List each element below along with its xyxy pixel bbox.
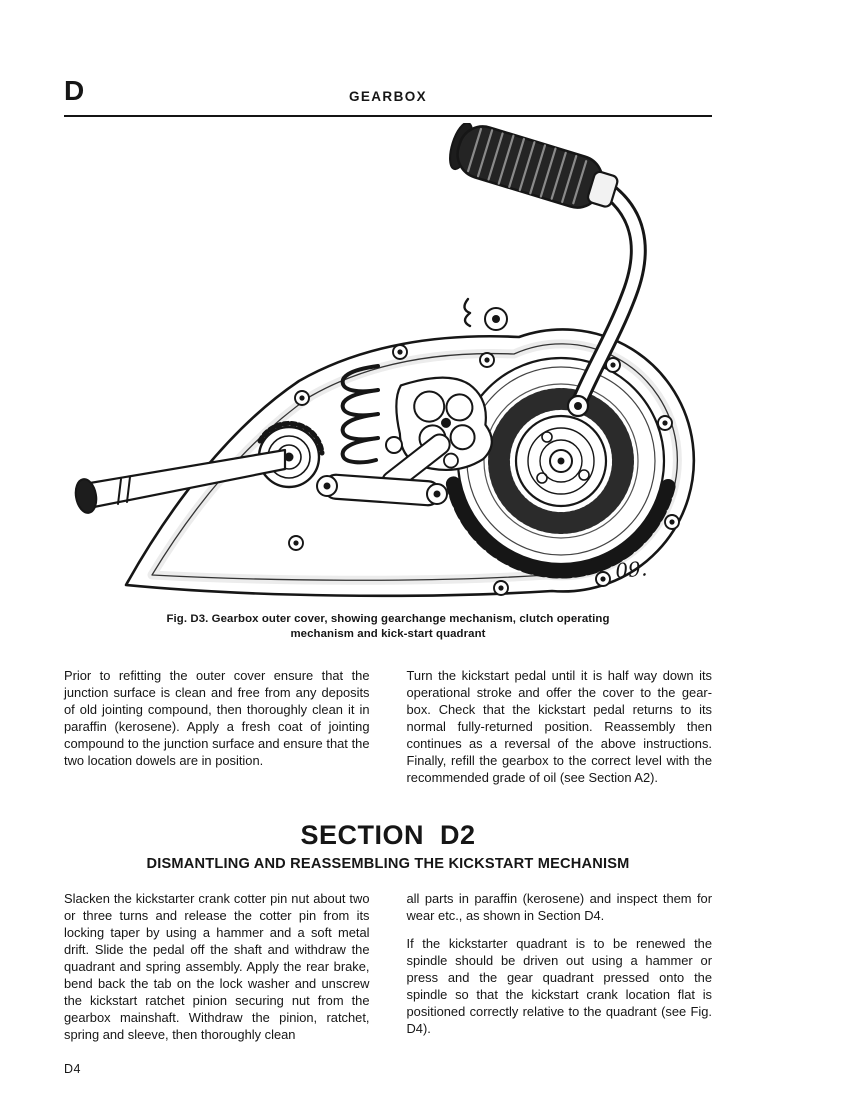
figure-caption-line1: Fig. D3. Gearbox outer cover, showing gearchange mechanism, clutch operating bbox=[166, 613, 610, 625]
body-columns bbox=[64, 890, 712, 1043]
section-subtitle: DISMANTLING AND REASSEMBLING THE KICKSTART MECHANISM bbox=[146, 856, 630, 872]
body-right-paragraph-1: all parts in paraffin (kerosene) and inspect them for wear etc., as shown in Section D4. bbox=[406, 891, 712, 923]
section-title: SECTION D2 bbox=[300, 820, 476, 850]
intro-right-paragraph: Turn the kickstart pedal until it is half way down its operational stroke and offer the cover to the gear-box. Check that the kickstart pedal returns to its normal fully-returned position. Reassembly then continues as a reversal of the above instructions. Finally, refill the gearbox to the correct level with the recommended grade of oil (see Section A2). bbox=[406, 668, 712, 785]
body-right-paragraph-2: If the kickstarter quadrant is to be renewed the spindle should be driven out using a hammer or press and the gear quadrant pressed onto the spindle so that the kickstart crank location flat is positioned correctly relative to the quadrant (see Fig. D4). bbox=[406, 936, 712, 1036]
figure-signature: 09. bbox=[614, 556, 649, 583]
intro-columns bbox=[64, 667, 712, 786]
gearbox-cover-illustration bbox=[64, 123, 712, 603]
manual-page bbox=[64, 0, 712, 1111]
body-left-paragraph: Slacken the kickstarter crank cotter pin nut about two or three turns and release the cotter pin from its locking taper by using a hammer and a soft metal drift. Slide the pedal off the shaft and withdraw the quadrant and spring assembly. Apply the rear brake, bend back the tab on the lock washer and unscrew the kickstart ratchet pinion securing nut from the gearbox mainshaft. Withdraw the pinion, ratchet, spring and sleeve, then thoroughly clean bbox=[64, 891, 370, 1042]
section-letter: D bbox=[64, 75, 86, 106]
header-rule bbox=[64, 115, 712, 117]
intro-left-paragraph: Prior to refitting the outer cover ensure that the junction surface is clean and free from any deposits of old jointing compound, then thoroughly clean it in paraffin (kerosene). Apply a fresh coat of jointing compound to the junction surface and ensure that the two location dowels are in position. bbox=[64, 668, 370, 768]
gearbox-figure-block bbox=[64, 123, 712, 641]
page-header bbox=[64, 0, 712, 117]
kickstart-grip bbox=[445, 123, 622, 218]
figure-caption bbox=[64, 612, 712, 641]
figure-caption-line2: mechanism and kick-start quadrant bbox=[290, 627, 486, 640]
header-title: GEARBOX bbox=[348, 89, 428, 104]
kickstart-shaft-detail bbox=[464, 299, 507, 330]
page-number: D4 bbox=[64, 1062, 81, 1076]
body-right-column bbox=[407, 890, 713, 1043]
